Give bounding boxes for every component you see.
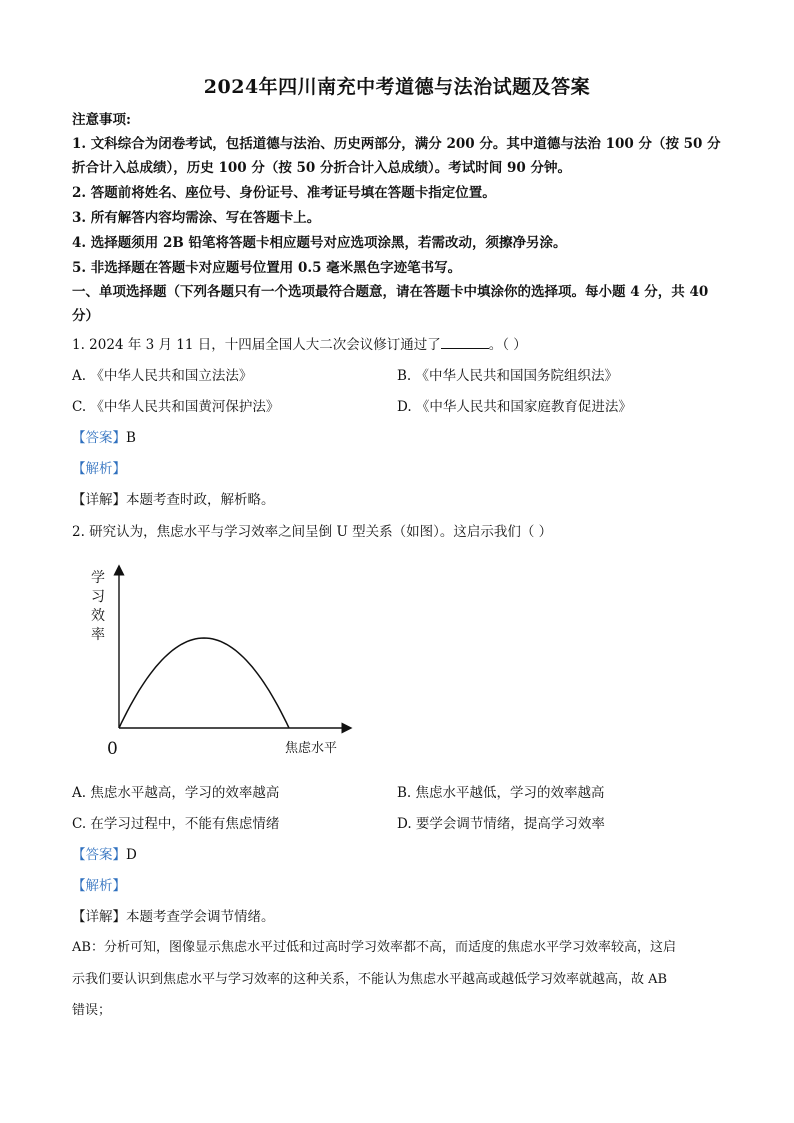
anxiety-efficiency-chart [85,560,375,760]
notice-item-4: 4. 选择题须用 2B 铅笔将答题卡相应题号对应选项涂黑，若需改动，须擦净另涂。 [72,235,567,251]
q1-option-a: A. 《中华人民共和国立法法》 [72,368,253,384]
detail-text: 本题考查时政，解析略。 [126,492,275,508]
q2-option-c: C. 在学习过程中，不能有焦虑情绪 [72,816,280,832]
y-axis-label-char: 效 [91,608,105,624]
detail-text: 本题考查学会调节情绪。 [126,909,275,925]
question-1-stem [72,333,527,353]
y-axis-label-char: 习 [91,589,105,605]
q2-ab-line-3: 错误； [72,1003,112,1018]
q2-ab-line-1: AB：分析可知，图像显示焦虑水平过低和过高时学习效率都不高，而适度的焦虑水平学习效率较高，这启 [72,940,676,955]
q2-analysis-tag: 【解析】 [72,878,126,894]
answer-tag: 【答案】 [72,430,126,446]
answer-value: B [126,430,136,446]
answer-tag: 【答案】 [72,847,126,863]
x-axis-label: 焦虑水平 [285,741,338,756]
notice-item-3: 3. 所有解答内容均需涂、写在答题卡上。 [72,210,321,226]
q2-option-b: B. 焦虑水平越低，学习的效率越高 [397,785,605,801]
q1-detail [72,488,275,508]
notice-heading: 注意事项: [72,112,131,128]
question-1-stem-text: 1. 2024 年 3 月 11 日，十四届全国人大二次会议修订通过了 [72,337,441,353]
answer-blank [441,336,489,349]
notice-item-1: 1. 文科综合为闭卷考试，包括道德与法治、历史两部分，满分 200 分。其中道德与法治 100 分（按 50 分 [72,136,721,152]
q1-option-b: B. 《中华人民共和国国务院组织法》 [397,368,619,384]
q1-option-c: C. 《中华人民共和国黄河保护法》 [72,399,280,415]
inverted-u-curve [119,638,289,728]
q1-analysis-tag: 【解析】 [72,461,126,477]
q2-answer [72,843,137,863]
page-title: 2024年四川南充中考道德与法治试题及答案 [203,76,591,98]
q1-option-d: D. 《中华人民共和国家庭教育促进法》 [397,399,632,415]
section-heading: 一、单项选择题（下列各题只有一个选项最符合题意，请在答题卡中填涂你的选择项。每小题 4 分，共 40 [72,284,709,300]
notice-item-5: 5. 非选择题在答题卡对应题号位置用 0.5 毫米黑色字迹笔书写。 [72,260,462,276]
section-heading-cont: 分） [72,308,99,324]
question-2-stem: 2. 研究认为，焦虑水平与学习效率之间呈倒 U 型关系（如图）。这启示我们（ ） [72,524,553,540]
y-axis-label-char: 率 [91,627,105,643]
answer-value: D [126,847,137,863]
notice-item-1-cont: 折合计入总成绩），历史 100 分（按 50 分折合计入总成绩）。考试时间 90 分钟。 [72,160,571,176]
q2-option-a: A. 焦虑水平越高，学习的效率越高 [72,785,280,801]
q1-answer [72,426,136,446]
detail-tag: 【详解】 [72,909,126,925]
q2-detail [72,905,275,925]
question-1-stem-tail: 。（ ） [488,337,527,353]
notice-item-2: 2. 答题前将姓名、座位号、身份证号、准考证号填在答题卡指定位置。 [72,185,496,201]
y-axis-label-char: 学 [91,570,105,586]
y-axis-label [91,570,105,643]
q2-option-d: D. 要学会调节情绪，提高学习效率 [397,816,605,832]
origin-label: 0 [107,739,118,759]
q2-ab-line-2: 示我们要认识到焦虑水平与学习效率的这种关系，不能认为焦虑水平越高或越低学习效率就越高，故 AB [72,972,668,987]
detail-tag: 【详解】 [72,492,126,508]
